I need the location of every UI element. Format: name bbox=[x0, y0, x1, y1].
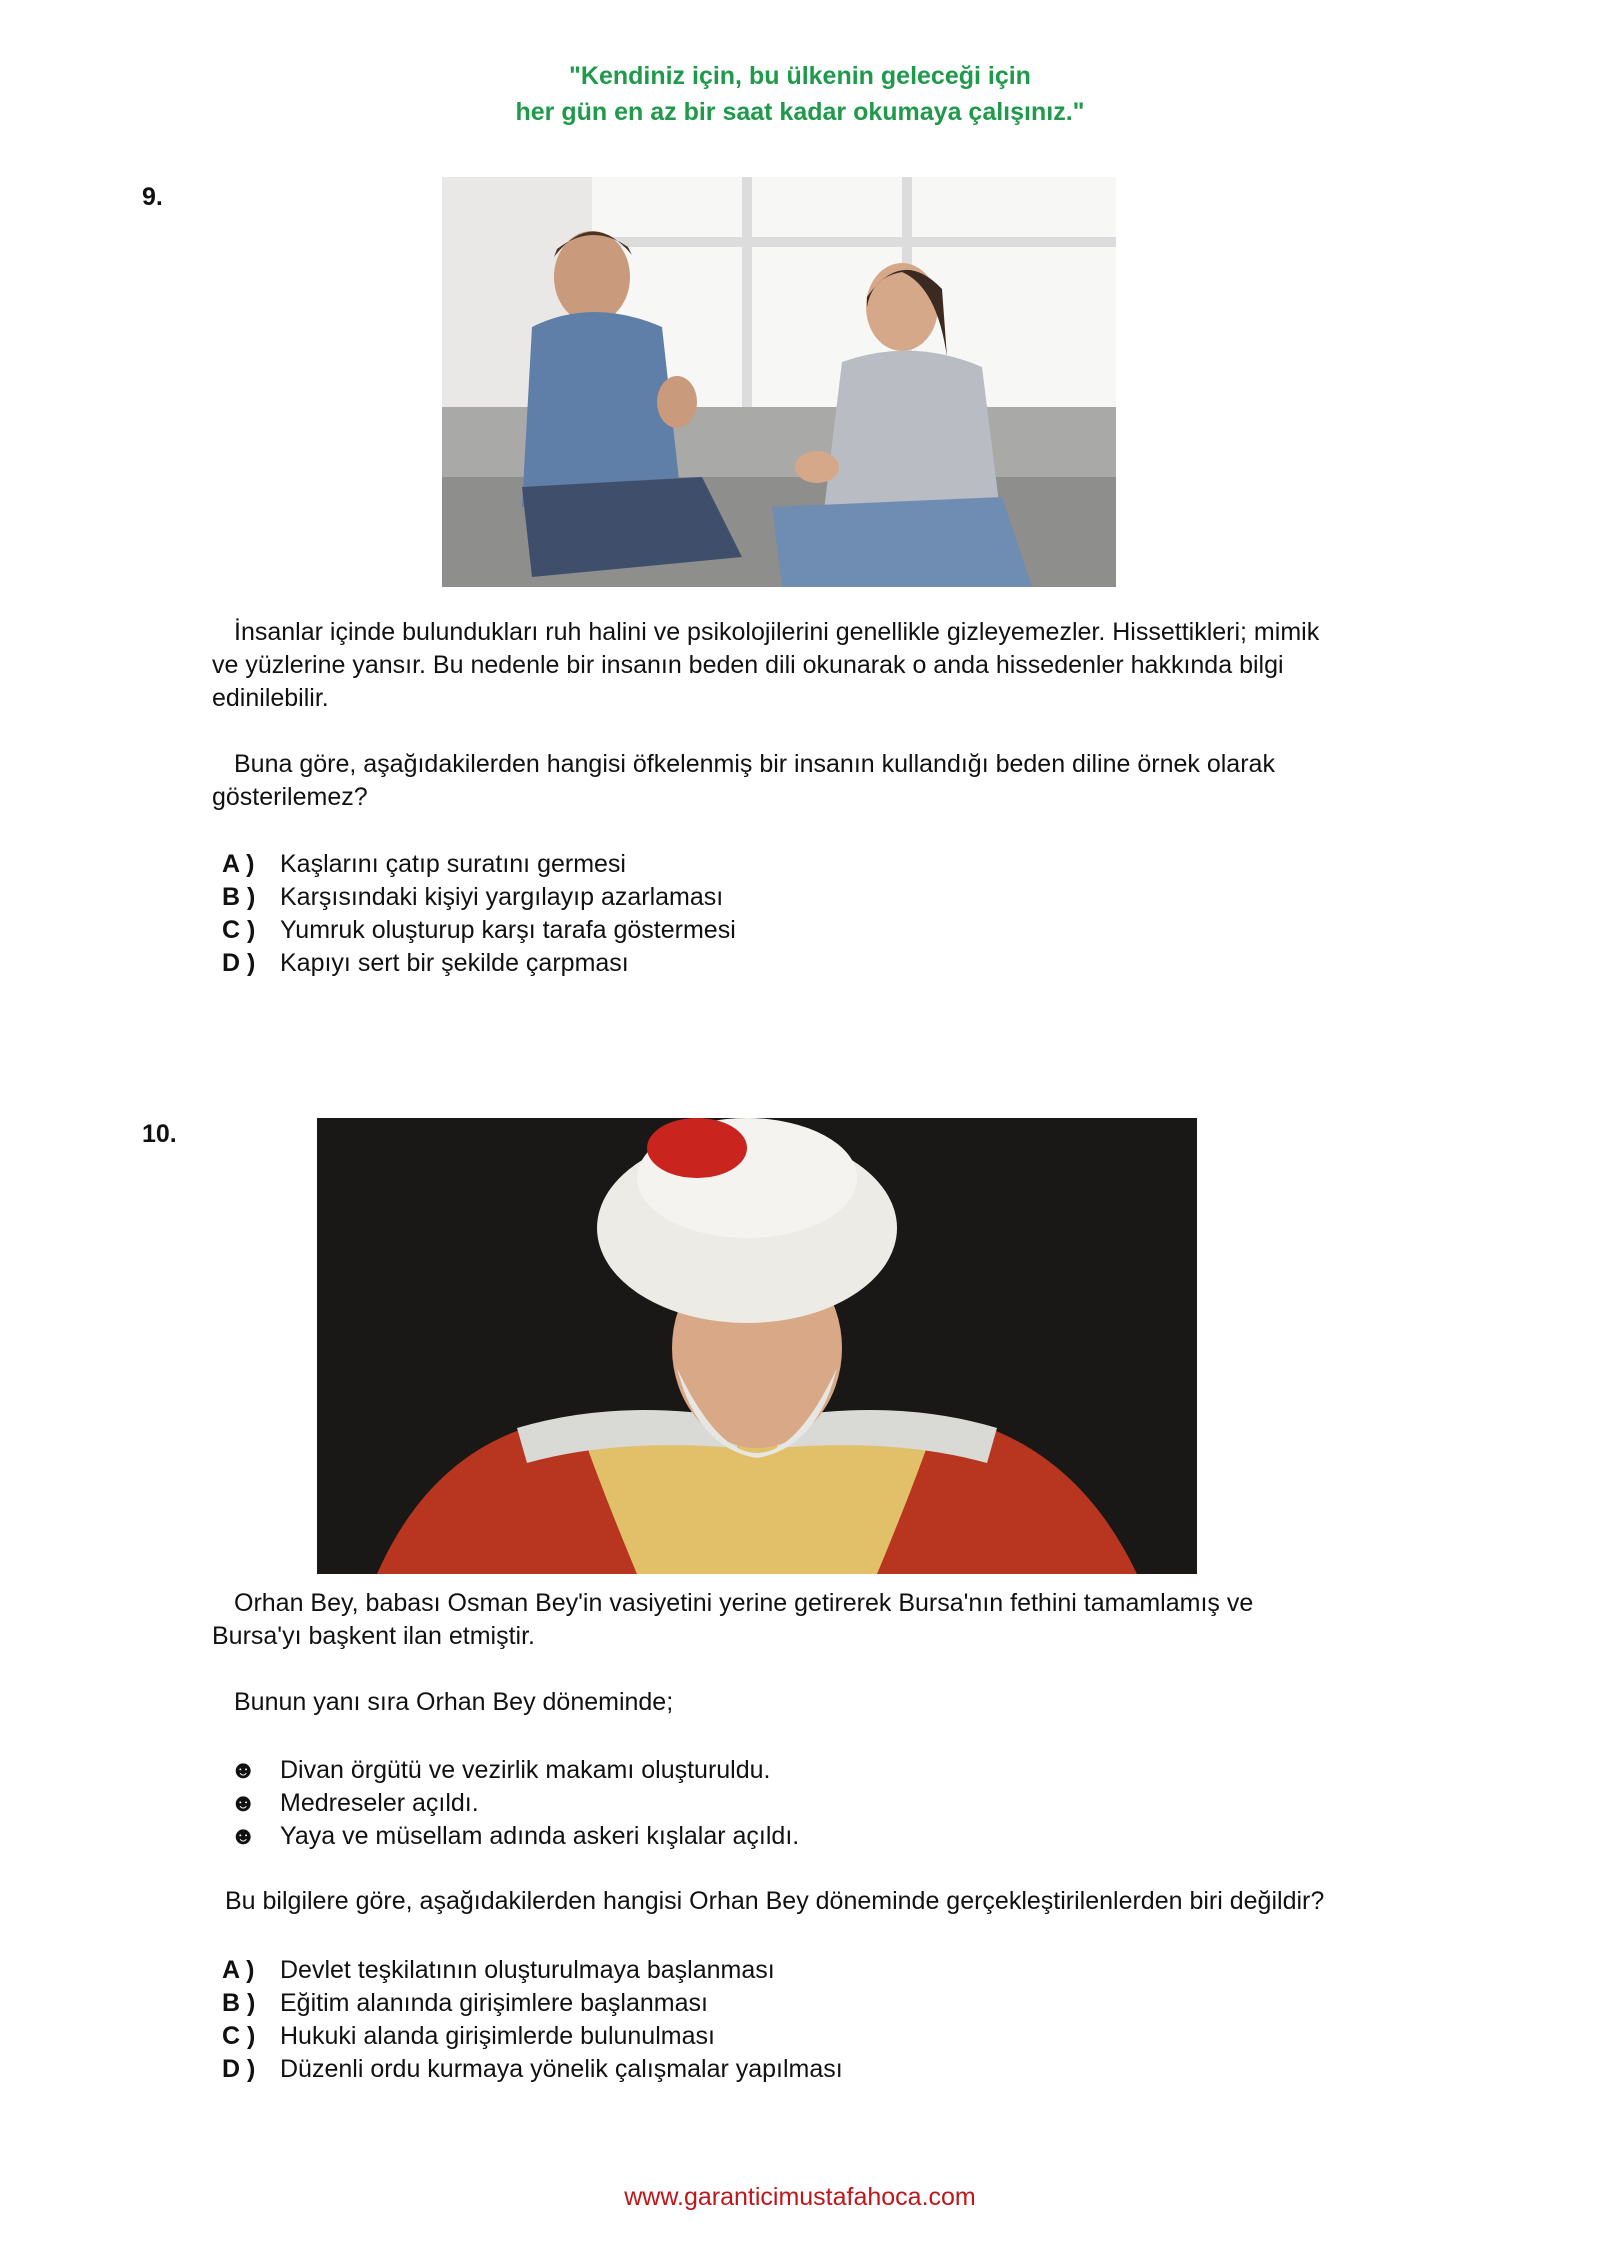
option-label: D ) bbox=[222, 949, 256, 977]
motto-quote bbox=[0, 58, 1600, 130]
question-9-options bbox=[222, 848, 736, 980]
smiley-bullet-icon: ☻ bbox=[230, 1822, 257, 1850]
question-10-intro: Bunun yanı sıra Orhan Bey döneminde; bbox=[234, 1688, 674, 1716]
option-label: B ) bbox=[222, 1989, 256, 2017]
question-10-bullets bbox=[230, 1754, 799, 1853]
option-label: D ) bbox=[222, 2055, 256, 2083]
option-d[interactable] bbox=[222, 2053, 843, 2086]
option-text: Eğitim alanında girişimlere başlanması bbox=[280, 1989, 708, 2017]
list-item: ☻ Medreseler açıldı. bbox=[230, 1787, 799, 1820]
option-text: Yumruk oluşturup karşı tarafa göstermesi bbox=[280, 916, 736, 944]
motto-line-2: her gün en az bir saat kadar okumaya çalışınız." bbox=[515, 98, 1085, 126]
question-10-options bbox=[222, 1954, 843, 2086]
option-text: Düzenli ordu kurmaya yönelik çalışmalar yapılması bbox=[280, 2055, 843, 2083]
option-label: C ) bbox=[222, 2022, 256, 2050]
option-label: B ) bbox=[222, 883, 256, 911]
footer-website-link[interactable]: www.garanticimustafahoca.com bbox=[624, 2183, 976, 2211]
ottoman-sultan-portrait bbox=[317, 1118, 1197, 1574]
option-d[interactable] bbox=[222, 947, 736, 980]
passage-line: İnsanlar içinde bulundukları ruh halini ve psikolojilerini genellikle gizleyemezler. Hissettikleri; mimik bbox=[234, 618, 1320, 646]
option-text: Devlet teşkilatının oluşturulmaya başlanması bbox=[280, 1956, 775, 1984]
option-a[interactable] bbox=[222, 848, 736, 881]
passage-line: ve yüzlerine yansır. Bu nedenle bir insanın beden dili okunarak o anda hissedenler hakkında bilgi bbox=[212, 651, 1284, 679]
option-text: Hukuki alanda girişimlerde bulunulması bbox=[280, 2022, 715, 2050]
question-10-stem: Bu bilgilere göre, aşağıdakilerden hangisi Orhan Bey döneminde gerçekleştirilenlerden biri değildir? bbox=[225, 1887, 1325, 1915]
passage-line: edinilebilir. bbox=[212, 684, 329, 712]
couple-argument-photo bbox=[442, 177, 1116, 587]
option-label: A ) bbox=[222, 1956, 255, 1984]
smiley-bullet-icon: ☻ bbox=[230, 1789, 257, 1817]
option-c[interactable] bbox=[222, 2020, 843, 2053]
option-text: Karşısındaki kişiyi yargılayıp azarlaması bbox=[280, 883, 724, 911]
question-9-stem bbox=[212, 748, 1412, 814]
list-item: ☻ Divan örgütü ve vezirlik makamı oluşturuldu. bbox=[230, 1754, 799, 1787]
question-10-passage bbox=[212, 1587, 1412, 1653]
passage-line: Orhan Bey, babası Osman Bey'in vasiyetini yerine getirerek Bursa'nın fethini tamamlamış ve bbox=[234, 1589, 1254, 1617]
option-text: Kaşlarını çatıp suratını germesi bbox=[280, 850, 626, 878]
option-label: A ) bbox=[222, 850, 255, 878]
option-label: C ) bbox=[222, 916, 256, 944]
passage-line: Bursa'yı başkent ilan etmiştir. bbox=[212, 1622, 535, 1650]
question-line: Buna göre, aşağıdakilerden hangisi öfkelenmiş bir insanın kullandığı beden diline örnek olarak bbox=[234, 750, 1275, 778]
option-text: Kapıyı sert bir şekilde çarpması bbox=[280, 949, 629, 977]
motto-line-1: "Kendiniz için, bu ülkenin geleceği için bbox=[569, 62, 1031, 90]
option-c[interactable] bbox=[222, 914, 736, 947]
list-item: ☻ Yaya ve müsellam adında askeri kışlalar açıldı. bbox=[230, 1820, 799, 1853]
option-b[interactable] bbox=[222, 881, 736, 914]
smiley-bullet-icon: ☻ bbox=[230, 1756, 257, 1784]
question-9-passage bbox=[212, 616, 1412, 715]
question-line: gösterilemez? bbox=[212, 783, 368, 811]
question-10-number: 10. bbox=[142, 1120, 177, 1148]
option-b[interactable] bbox=[222, 1987, 843, 2020]
question-9-number: 9. bbox=[142, 183, 163, 211]
option-a[interactable] bbox=[222, 1954, 843, 1987]
